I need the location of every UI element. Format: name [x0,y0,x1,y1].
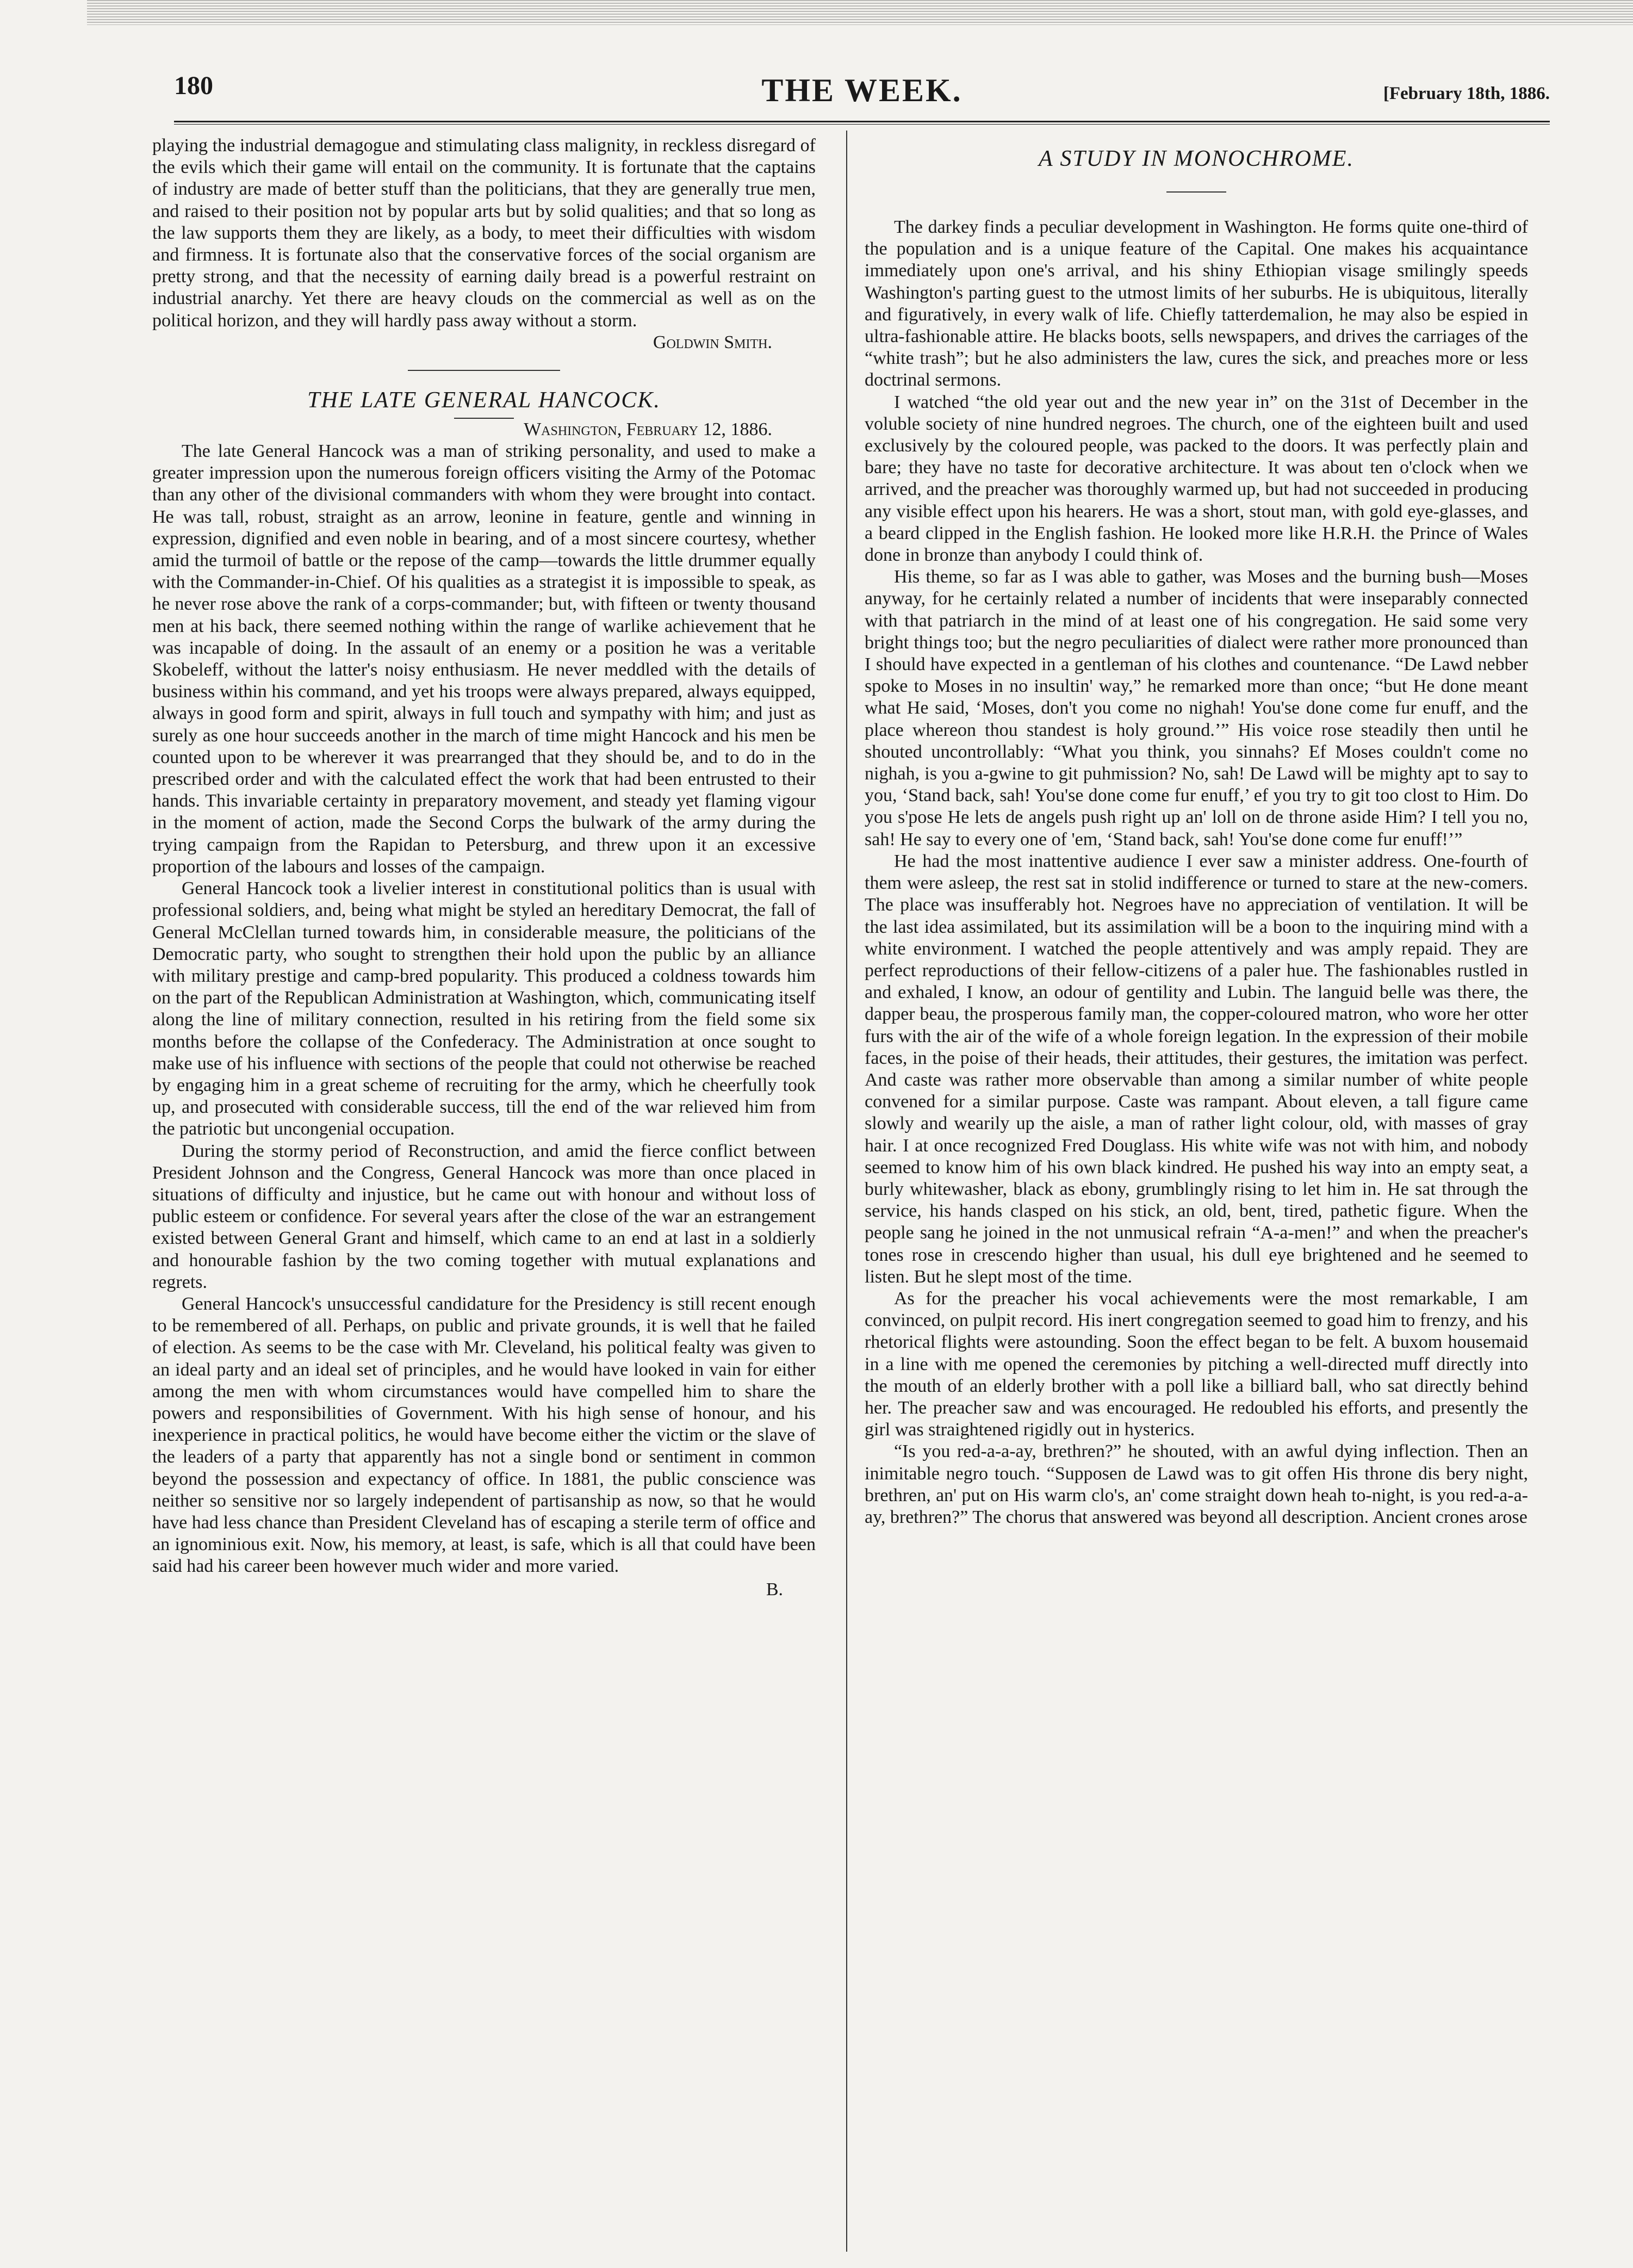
article-paragraph: His theme, so far as I was able to gather, was Moses and the burning bush—Moses anyway, for he certainly related a number of incidents that were inseparably connected with that patriarch in the mind of at least one of his congregation. He said some very bright things too; but the negro peculiarities of dialect were rather more pronounced than I should have expected in a gentleman of his clothes and countenance. “De Lawd nebber spoke to Moses in no insultin' way,” he remarked more than once; “but He done meant what He said, ‘Moses, don't you come no nighah! You'se done come fur enuff, and the place whereon thou standest is holy ground.’” His voice rose steadily then until he shouted uncontrollably: “What you think, you sinnahs? Ef Moses couldn't come no nighah, is you a-gwine to git puhmission? No, sah! De Lawd will be mighty apt to say to you, ‘Stand back, sah! You'se done come fur enuff,’ ef you try to git too clost to Him. Do you s'pose He lets de angels push right up an' loll on de throne aside Him? I tell you no, sah! He say to every one of 'em, ‘Stand back, sah! You'se done come fur enuff!’” [865,567,1528,850]
page-number: 180 [174,71,213,100]
header-rule-thin [174,124,1550,125]
article-paragraph: General Hancock took a livelier interest in constitutional politics than is usual with professional soldiers, and, being what might be styled an hereditary Democrat, the fall of General McClellan turned towards him, in considerable measure, the politicians of the Democratic party, who sought to strengthen their hold upon the public by an alliance with military prestige and camp-bred popularity. This produced a coldness towards him on the part of the Republican Administration at Washington, which, communicating itself along the line of military connection, resulted in his retiring from the field some six months before the collapse of the Confederacy. The Administration at once sought to make use of his influence with sections of the people that could not otherwise be reached by engaging him in a great scheme of recruiting for the army, which he cheerfully took up, and prosecuted with considerable success, till the end of the war relieved him from the patriotic but uncongenial occupation. [152,878,816,1139]
intro-paragraph: playing the industrial demagogue and stimulating class malignity, in reckless disregard of the evils which their game will entail on the community. It is fortunate that the captains of industry are made of better stuff than the politicians, that they are generally true men, and raised to their position not by popular arts but by solid qualities; and that so long as the law supports them they are likely, as a body, to meet their difficulties with wisdom and firmness. It is fortunate also that the conservative forces of the social organism are pretty strong, and that the necessity of earning daily bread is a powerful restraint on industrial anarchy. Yet there are heavy clouds on the commercial as well as on the political horizon, and they will hardly pass away without a storm. [152,135,816,331]
article-paragraph: I watched “the old year out and the new year in” on the 31st of December in the voluble society of nine hundred negroes. The church, one of the eighteen built and used exclusively by the coloured people, was packed to the doors. It was perfectly plain and bare; they have no taste for decorative architecture. It was about ten o'clock when we arrived, and the preacher was thoroughly warmed up, but had not succeeded in producing any visible effect upon his hearers. He was a short, stout man, with gold eye-glasses, and a beard clipped in the English fashion. He looked more like H.R.H. the Prince of Wales done in bronze than anybody I could think of. [865,392,1528,566]
article-paragraph: The darkey finds a peculiar development in Washington. He forms quite one-third of the population and is a unique feature of the Capital. One makes his acquaintance immediately upon one's arrival, and his shiny Ethiopian visage smilingly speeds Washington's parting guest to the utmost limits of her suburbs. He is ubiquitous, literally and figuratively, in every walk of life. Chiefly tatterdemalion, he may also be espied in ultra-fashionable attire. He blacks boots, sells newspapers, and drives the carriages of the “white trash”; but he also administers the law, cures the sick, and preaches more or less doctrinal sermons. [865,217,1528,391]
article-signature: B. [766,1579,783,1600]
article-paragraph: He had the most inattentive audience I ever saw a minister address. One-fourth of them were asleep, the rest sat in stolid indifference or turned to stare at the new-comers. The place was insufferably hot. Negroes have no appreciation of ventilation. It will be the last idea assimilated, but its assimilation will be a boon to the inquiring mind with a white environment. I watched the people attentively and was amply repaid. They are perfect reproductions of their fellow-citizens of a paler hue. The fashionables rustled in and exhaled, I know, an odour of gentility and Lubin. The languid belle was there, the dapper beau, the prosperous family man, the copper-coloured matron, who wore her otter furs with the air of the wife of a whole foreign legation. In the expression of their mobile faces, in the poise of their heads, their attitudes, their gestures, the imitation was perfect. And caste was rather more observable than among a similar number of white people convened for a similar purpose. Caste was rampant. About eleven, a tall figure came slowly and wearily up the aisle, a man of rather light colour, old, with masses of gray hair. I at once recognized Fred Douglass. His white wife was not with him, and nobody seemed to know him of his own black kindred. He pushed his way into an empty seat, a burly whitewasher, black as ebony, grumblingly rising to let him in. He sat through the service, his hands clasped on his stick, an old, bent, tired, pathetic figure. When the people sang he joined in the not unmusical refrain “A-a-men!” and when the preacher's tones rose in crescendo higher than usual, his dull eye brightened and he seemed to listen. But he slept most of the time. [865,851,1528,1287]
left-column [152,135,816,2251]
article-paragraph: General Hancock's unsuccessful candidature for the Presidency is still recent enough to be remembered of all. Perhaps, on public and private grounds, it is well that he failed of election. As seems to be the case with Mr. Cleveland, his political fealty was given to an ideal party and an ideal set of principles, and he would have looked in vain for either among the men with whom circumstances would have compelled him to share the powers and responsibilities of Government. With his high sense of honour, and his inexperience in practical politics, he would have become either the victim or the slave of the leaders of a party that apparently has not a single bond or sentiment in common beyond the possession and expectancy of office. In 1881, the public conscience was neither so sensitive nor so largely independent of partisanship as now, so that he would have had less chance than President Cleveland has of escaping a sterile term of office and an ignominious exit. Now, his memory, at least, is safe, which is all that could have been said had his career been however much wider and more varied. [152,1293,816,1577]
header-rule [174,121,1550,122]
journal-title: THE WEEK. [761,72,963,108]
article-paragraph: The late General Hancock was a man of striking personality, and used to make a greater impression upon the numerous foreign officers visiting the Army of the Potomac than any other of the divisional commanders with whom they were brought into contact. He was tall, robust, straight as an arrow, leonine in feature, gentle and winning in expression, dignified and even noble in bearing, and of a most sincere courtesy, whether amid the turmoil of battle or the repose of the camp—towards the little drummer equally with the Commander-in-Chief. Of his qualities as a strategist it is impossible to speak, as he never rose above the rank of a corps-commander; but, with fifteen or twenty thousand men at his back, there seemed nothing within the range of warlike achievement that he was incapable of doing. In the assault of an enemy or a position he was a veritable Skobeleff, without the latter's noisy enthusiasm. He never meddled with the details of business within his command, and yet his troops were always prepared, always equipped, always in good form and spirit, always in full touch and sympathy with him; and just as surely as one hour succeeds another in the march of time might Hancock and his men be counted upon to be wherever it was prearranged that they should be, and to do in the prescribed order and with the calculated effect the work that had been entrusted to their hands. This invariable certainty in preparatory movement, and steady yet flaming vigour in the moment of action, made the Second Corps the bulwark of the army during the trying campaign from the Rapidan to Petersburg, and threw upon it an excessive proportion of the labours and losses of the campaign. [152,441,816,877]
issue-date: [February 18th, 1886. [1383,84,1550,103]
article-dateline: Washington, February 12, 1886. [524,419,772,440]
page-header [174,71,1550,125]
column-separator [846,131,847,2252]
article-paragraph: As for the preacher his vocal achievements were the most remarkable, I am convinced, on pulpit record. His inert congregation seemed to goad him to frenzy, and his rhetorical flights were astounding. Soon the effect began to be felt. A buxom housemaid in a line with me opened the ceremonies by pitching a well-directed muff directly into the mouth of an elderly brother with a poll like a billiard ball, who sat directly behind her. The preacher saw and was encouraged. He redoubled his efforts, and presently the girl was straightened rigidly out in hysterics. [865,1288,1528,1440]
article-paragraph: During the stormy period of Reconstruction, and amid the fierce conflict between President Johnson and the Congress, General Hancock was more than once placed in situations of difficulty and injustice, but he came out with honour and without loss of public esteem or confidence. For several years after the close of the war an estrangement existed between General Grant and himself, which came to an end at last in a soldierly and honourable fashion by the two coming together with mutual explanations and regrets. [152,1141,816,1292]
intro-signature: Goldwin Smith. [653,332,772,352]
article-title: A STUDY IN MONOCHROME. [1039,146,1354,171]
article-title: THE LATE GENERAL HANCOCK. [307,388,661,413]
article-paragraph: “Is you red-a-a-ay, brethren?” he shouted, with an awful dying inflection. Then an inimitable negro touch. “Supposen de Lawd was to git offen His throne dis bery night, brethren, an' put on His warm clo's, an' come straight down heah to-night, is you red-a-a-ay, brethren?” The chorus that answered was beyond all description. Ancient crones arose [865,1441,1528,1527]
right-column [865,135,1528,2251]
torn-top-edge [87,0,1633,25]
